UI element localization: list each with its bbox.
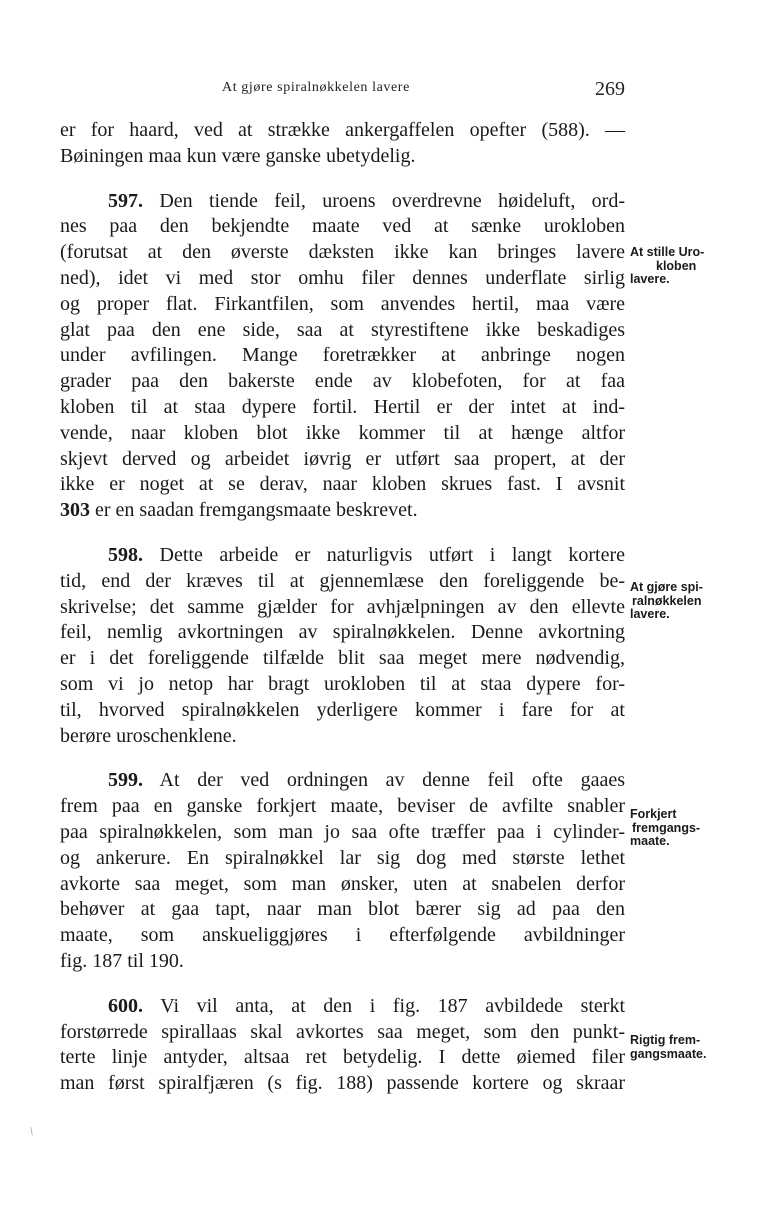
text-line: terte linje antyder, altsaa ret betydelig. I dette øiemed filer: [60, 1046, 625, 1069]
text-line: ikke er noget at se derav, naar kloben skrues fast. I avsnit: [60, 473, 625, 496]
paragraph-number: 600.: [108, 994, 143, 1017]
paragraph-597: [60, 189, 625, 524]
text-line: man først spiralfjæren (s fig. 188) passende kortere og skraar: [60, 1072, 625, 1095]
text-line: er i det foreliggende tilfælde blit saa meget mere nødvendig,: [60, 647, 625, 670]
text-line: Dette arbeide er naturligvis utført i langt kortere: [159, 543, 626, 566]
text-line: glat paa den ene side, saa at styrestiftene ikke beskadiges: [60, 318, 625, 341]
text-line: vende, naar kloben blot ikke kommer til at hænge altfor: [60, 421, 625, 444]
text-line: kloben til at staa dypere fortil. Hertil er der intet at ind-: [60, 395, 625, 418]
running-title: At gjøre spiralnøkkelen lavere: [222, 80, 410, 95]
margin-note-2: At gjøre spi- ralnøkkelen lavere.: [630, 580, 703, 621]
page-number: 269: [595, 78, 625, 100]
text-line: At der ved ordningen av denne feil ofte gaaes: [159, 769, 625, 792]
margin-note-3: Forkjert fremgangs- maate.: [630, 807, 701, 848]
text-line: er for haard, ved at strække ankergaffelen opefter (588). —: [60, 119, 625, 141]
text-line: og proper flat. Firkantfilen, som anvendes hertil, maa være: [60, 292, 625, 315]
text-line: og ankerure. En spiralnøkkel lar sig dog med største lethet: [60, 846, 625, 869]
running-header: [60, 78, 625, 102]
stray-pencil-mark: /: [26, 1124, 37, 1138]
text-line: skjevt derved og arbeidet iøvrig er utført saa propert, at der: [60, 447, 625, 470]
paragraph-598: [60, 543, 625, 749]
text-line: behøver at gaa tapt, naar man blot bærer sig ad paa den: [60, 898, 625, 921]
text-line: skrivelse; det samme gjælder for avhjælpningen av den ellevte: [60, 595, 625, 618]
text-line: berøre uroschenklene.: [60, 724, 237, 747]
text-line: maate, som anskueliggjøres i efterfølgende avbildninger: [60, 924, 625, 947]
text-line: Den tiende feil, uroens overdrevne høideluft, ord-: [159, 189, 626, 212]
text-line: fig. 187 til 190.: [60, 949, 184, 972]
text-line: Vi vil anta, at den i fig. 187 avbildede sterkt: [160, 994, 626, 1017]
section-reference: 303: [60, 499, 90, 522]
text-line: feil, nemlig avkortningen av spiralnøkkelen. Denne avkortning: [60, 621, 625, 644]
paragraph-number: 597.: [108, 189, 143, 212]
body-text: [60, 118, 625, 1097]
text-line: grader paa den bakerste ende av klobefoten, for at faa: [60, 370, 625, 393]
text-line: er en saadan fremgangsmaate beskrevet.: [95, 499, 418, 522]
text-line: som vi jo netop har bragt urokloben til at staa dypere for-: [60, 672, 625, 695]
paragraph-number: 598.: [108, 543, 143, 566]
text-line: avkorte saa meget, som man ønsker, uten at snabelen derfor: [60, 872, 625, 895]
paragraph-number: 599.: [108, 769, 143, 792]
text-line: Bøiningen maa kun være ganske ubetydelig.: [60, 144, 416, 167]
text-line: (forutsat at den øverste dæksten ikke kan bringes lavere: [60, 241, 625, 264]
margin-note-1: At stille Uro- kloben lavere.: [630, 245, 705, 286]
text-line: forstørrede spirallaas skal avkortes saa meget, som den punkt-: [60, 1020, 625, 1043]
text-line: frem paa en ganske forkjert maate, beviser de avfilte snabler: [60, 795, 625, 818]
text-line: til, hvorved spiralnøkkelen yderligere kommer i fare for at: [60, 698, 625, 721]
paragraph-continuation: [60, 118, 625, 170]
text-line: under avfilingen. Mange foretrækker at anbringe nogen: [60, 344, 625, 367]
text-line: tid, end der kræves til at gjennemlæse den foreliggende be-: [60, 569, 625, 592]
text-line: ned), idet vi med stor omhu filer dennes underflate sirlig: [60, 266, 625, 289]
text-line: nes paa den bekjendte maate ved at sænke urokloben: [60, 215, 625, 238]
paragraph-599: [60, 768, 625, 974]
paragraph-600: [60, 994, 625, 1097]
margin-note-4: Rigtig frem- gangsmaate.: [630, 1033, 707, 1061]
text-line: paa spiralnøkkelen, som man jo saa ofte træffer paa i cylinder-: [60, 820, 625, 843]
